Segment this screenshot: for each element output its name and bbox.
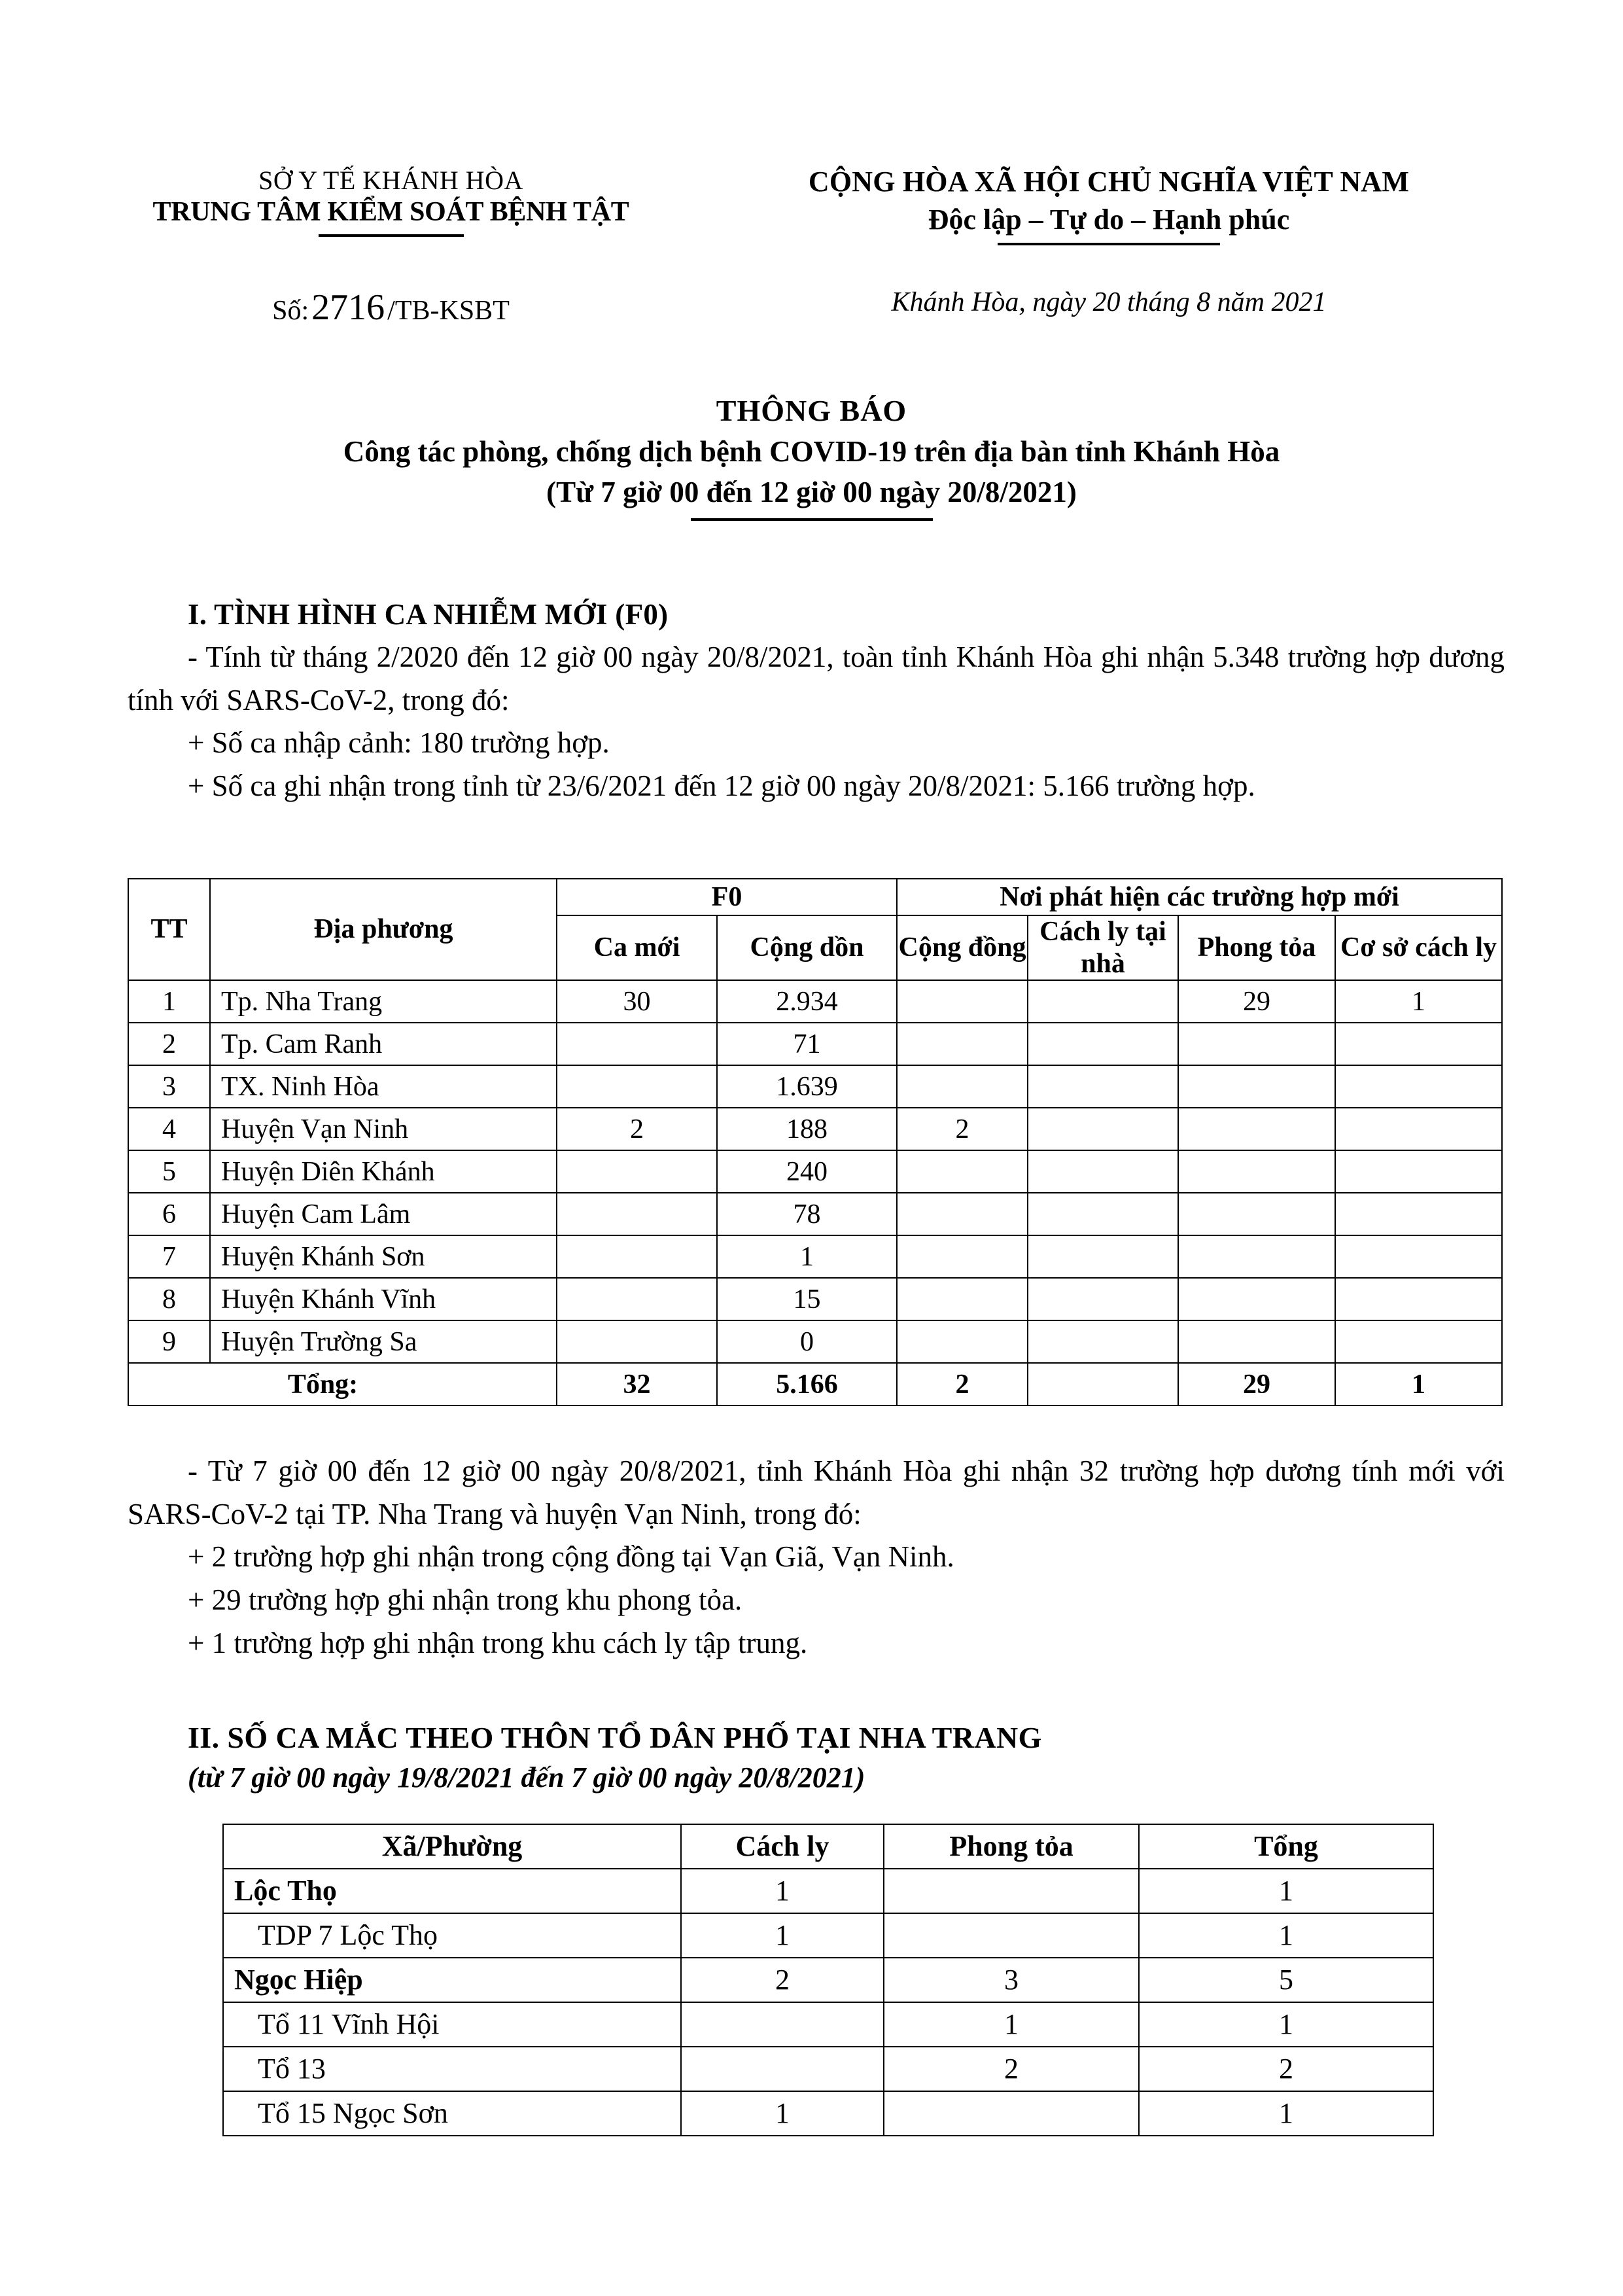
table2-header-row bbox=[223, 1824, 1433, 1869]
cell-community bbox=[897, 1193, 1028, 1235]
title-underline bbox=[691, 518, 933, 521]
table-ward-body bbox=[223, 1869, 1433, 2136]
cell-ward-isolation: 1 bbox=[681, 1869, 884, 1913]
cell-ward-isolation bbox=[681, 2047, 884, 2091]
cell-ward-name: TDP 7 Lộc Thọ bbox=[223, 1913, 681, 1958]
cell-cumulative: 188 bbox=[717, 1108, 897, 1150]
cell-home bbox=[1028, 1235, 1178, 1278]
cell-facility bbox=[1335, 1278, 1502, 1320]
table-f0-by-locality bbox=[128, 878, 1503, 1406]
document-meta bbox=[0, 287, 1623, 328]
document-number-suffix: /TB-KSBT bbox=[387, 296, 510, 326]
cell-total-lockdown: 29 bbox=[1178, 1363, 1335, 1405]
section-1-bullet-entry-cases: + Số ca nhập cảnh: 180 trường hợp. bbox=[188, 726, 610, 760]
cell-lockdown bbox=[1178, 1023, 1335, 1065]
cell-community bbox=[897, 1023, 1028, 1065]
header-cell-lockdown: Phong tỏa bbox=[1178, 915, 1335, 980]
issuing-organization bbox=[0, 165, 723, 245]
section-1-details bbox=[128, 1450, 1505, 1665]
cell-ward-name: Ngọc Hiệp bbox=[223, 1958, 681, 2002]
cell-ward-lockdown bbox=[884, 1913, 1139, 1958]
cell-new bbox=[557, 1193, 717, 1235]
cell-total-cumulative: 5.166 bbox=[717, 1363, 897, 1405]
table-cases-by-ward bbox=[222, 1824, 1434, 2136]
cell-cumulative: 240 bbox=[717, 1150, 897, 1193]
cell-tt: 2 bbox=[128, 1023, 210, 1065]
header-cell-ward: Xã/Phường bbox=[223, 1824, 681, 1869]
section-1-heading: I. TÌNH HÌNH CA NHIỄM MỚI (F0) bbox=[188, 598, 669, 631]
cell-lockdown bbox=[1178, 1065, 1335, 1108]
section-1-bullet-lockdown: + 29 trường hợp ghi nhận trong khu phong tỏa. bbox=[188, 1583, 742, 1617]
cell-ward-name: Tổ 15 Ngọc Sơn bbox=[223, 2091, 681, 2136]
cell-facility bbox=[1335, 1320, 1502, 1363]
cell-new bbox=[557, 1278, 717, 1320]
table-row bbox=[128, 1023, 1502, 1065]
cell-home bbox=[1028, 1108, 1178, 1150]
document-title-block bbox=[0, 391, 1623, 521]
cell-ward-lockdown bbox=[884, 1869, 1139, 1913]
cell-locality: Huyện Khánh Vĩnh bbox=[210, 1278, 557, 1320]
section-1-intro bbox=[128, 594, 1505, 808]
header-cell-cumulative: Cộng dồn bbox=[717, 915, 897, 980]
table-total-row bbox=[128, 1363, 1502, 1405]
section-1-bullet-local-cases: + Số ca ghi nhận trong tỉnh từ 23/6/2021 đến 12 giờ 00 ngày 20/8/2021: 5.166 trường hợp. bbox=[188, 769, 1255, 802]
cell-community bbox=[897, 1065, 1028, 1108]
cell-tt: 6 bbox=[128, 1193, 210, 1235]
cell-home bbox=[1028, 1193, 1178, 1235]
cell-community bbox=[897, 1150, 1028, 1193]
header-cell-isolation: Cách ly bbox=[681, 1824, 884, 1869]
cell-cumulative: 0 bbox=[717, 1320, 897, 1363]
cell-lockdown: 29 bbox=[1178, 980, 1335, 1023]
cell-home bbox=[1028, 1278, 1178, 1320]
cell-ward-total: 2 bbox=[1139, 2047, 1433, 2091]
cell-facility: 1 bbox=[1335, 980, 1502, 1023]
cell-locality: Huyện Diên Khánh bbox=[210, 1150, 557, 1193]
cell-ward-lockdown: 3 bbox=[884, 1958, 1139, 2002]
table-row bbox=[128, 1150, 1502, 1193]
table-row bbox=[128, 1108, 1502, 1150]
cell-cumulative: 15 bbox=[717, 1278, 897, 1320]
cell-new bbox=[557, 1065, 717, 1108]
header-cell-total: Tổng bbox=[1139, 1824, 1433, 1869]
cell-ward-isolation: 2 bbox=[681, 1958, 884, 2002]
section-1-paragraph-1: - Tính từ tháng 2/2020 đến 12 giờ 00 ngày 20/8/2021, toàn tỉnh Khánh Hòa ghi nhận 5.348 trường hợp dương tính với SARS-CoV-2, trong đó: bbox=[128, 640, 1505, 716]
cell-new bbox=[557, 1235, 717, 1278]
cell-home bbox=[1028, 1023, 1178, 1065]
country-name: CỘNG HÒA XÃ HỘI CHỦ NGHĨA VIỆT NAM bbox=[808, 166, 1410, 198]
cell-community bbox=[897, 980, 1028, 1023]
cell-home bbox=[1028, 1150, 1178, 1193]
document-type-title: THÔNG BÁO bbox=[716, 394, 907, 427]
national-heading bbox=[723, 165, 1495, 245]
document-number-value: 2716 bbox=[311, 287, 385, 328]
cell-ward-total: 1 bbox=[1139, 1913, 1433, 1958]
cell-community: 2 bbox=[897, 1108, 1028, 1150]
section-1-bullet-community: + 2 trường hợp ghi nhận trong cộng đồng tại Vạn Giã, Vạn Ninh. bbox=[188, 1540, 954, 1574]
cell-home bbox=[1028, 1320, 1178, 1363]
cell-tt: 4 bbox=[128, 1108, 210, 1150]
cell-tt: 7 bbox=[128, 1235, 210, 1278]
cell-facility bbox=[1335, 1108, 1502, 1150]
table-row bbox=[128, 1235, 1502, 1278]
header-cell-community: Cộng đồng bbox=[897, 915, 1028, 980]
cell-ward-isolation: 1 bbox=[681, 2091, 884, 2136]
place-date-text: Khánh Hòa, ngày 20 tháng 8 năm 2021 bbox=[891, 287, 1327, 317]
section-2-heading: II. SỐ CA MẮC THEO THÔN TỔ DÂN PHỐ TẠI NHA TRANG bbox=[188, 1721, 1042, 1754]
table-row bbox=[223, 2091, 1433, 2136]
cell-new bbox=[557, 1023, 717, 1065]
cell-new: 2 bbox=[557, 1108, 717, 1150]
cell-lockdown bbox=[1178, 1278, 1335, 1320]
cell-ward-isolation: 1 bbox=[681, 1913, 884, 1958]
cell-community bbox=[897, 1235, 1028, 1278]
cell-tt: 1 bbox=[128, 980, 210, 1023]
cell-total-community: 2 bbox=[897, 1363, 1028, 1405]
cell-cumulative: 1.639 bbox=[717, 1065, 897, 1108]
cell-home bbox=[1028, 1065, 1178, 1108]
cell-new: 30 bbox=[557, 980, 717, 1023]
header-cell-home-isolation: Cách ly tại nhà bbox=[1028, 915, 1178, 980]
header-cell-lockdown-2: Phong tỏa bbox=[884, 1824, 1139, 1869]
cell-tt: 5 bbox=[128, 1150, 210, 1193]
section-1-paragraph-2: - Từ 7 giờ 00 đến 12 giờ 00 ngày 20/8/2021, tỉnh Khánh Hòa ghi nhận 32 trường hợp dương tính mới với SARS-CoV-2 tại TP. Nha Trang và huyện Vạn Ninh, trong đó: bbox=[128, 1455, 1505, 1530]
cell-facility bbox=[1335, 1023, 1502, 1065]
organization-name: TRUNG TÂM KIỂM SOÁT BỆNH TẬT bbox=[152, 197, 629, 228]
header-group-detection-place: Nơi phát hiện các trường hợp mới bbox=[897, 879, 1502, 915]
cell-ward-name: Lộc Thọ bbox=[223, 1869, 681, 1913]
cell-ward-name: Tổ 13 bbox=[223, 2047, 681, 2091]
cell-lockdown bbox=[1178, 1235, 1335, 1278]
table-row bbox=[128, 1320, 1502, 1363]
cell-cumulative: 78 bbox=[717, 1193, 897, 1235]
cell-lockdown bbox=[1178, 1193, 1335, 1235]
cell-new bbox=[557, 1320, 717, 1363]
cell-locality: Huyện Khánh Sơn bbox=[210, 1235, 557, 1278]
cell-total-label: Tổng: bbox=[128, 1363, 557, 1405]
table-row bbox=[223, 1869, 1433, 1913]
header-group-f0: F0 bbox=[557, 879, 897, 915]
cell-locality: TX. Ninh Hòa bbox=[210, 1065, 557, 1108]
motto-underline bbox=[998, 243, 1220, 245]
cell-locality: Tp. Nha Trang bbox=[210, 980, 557, 1023]
document-number-label: Số: bbox=[272, 296, 309, 326]
header-cell-new-cases: Ca mới bbox=[557, 915, 717, 980]
cell-cumulative: 71 bbox=[717, 1023, 897, 1065]
table-f0-by-locality-wrapper bbox=[128, 878, 1501, 1406]
cell-ward-total: 1 bbox=[1139, 2002, 1433, 2047]
cell-cumulative: 2.934 bbox=[717, 980, 897, 1023]
table-row bbox=[128, 1065, 1502, 1108]
cell-community bbox=[897, 1278, 1028, 1320]
table-row bbox=[223, 1958, 1433, 2002]
cell-ward-total: 1 bbox=[1139, 1869, 1433, 1913]
cell-tt: 3 bbox=[128, 1065, 210, 1108]
table-header-row-top bbox=[128, 879, 1502, 915]
table-row bbox=[223, 2002, 1433, 2047]
cell-total-new: 32 bbox=[557, 1363, 717, 1405]
document-header bbox=[0, 165, 1623, 245]
table-f0-body bbox=[128, 980, 1502, 1405]
table-row bbox=[223, 1913, 1433, 1958]
cell-ward-isolation bbox=[681, 2002, 884, 2047]
section-2-subtitle: (từ 7 giờ 00 ngày 19/8/2021 đến 7 giờ 00 ngày 20/8/2021) bbox=[188, 1761, 865, 1793]
document-place-date bbox=[723, 287, 1495, 328]
organization-underline bbox=[319, 234, 464, 237]
cell-locality: Huyện Vạn Ninh bbox=[210, 1108, 557, 1150]
section-1-bullet-facility: + 1 trường hợp ghi nhận trong khu cách ly tập trung. bbox=[188, 1626, 808, 1659]
cell-ward-lockdown bbox=[884, 2091, 1139, 2136]
table-row bbox=[223, 2047, 1433, 2091]
table-row bbox=[128, 1193, 1502, 1235]
cell-facility bbox=[1335, 1150, 1502, 1193]
cell-facility bbox=[1335, 1193, 1502, 1235]
cell-tt: 8 bbox=[128, 1278, 210, 1320]
table-row bbox=[128, 980, 1502, 1023]
cell-total-facility: 1 bbox=[1335, 1363, 1502, 1405]
document-number-line bbox=[0, 287, 723, 328]
cell-community bbox=[897, 1320, 1028, 1363]
cell-ward-name: Tổ 11 Vĩnh Hội bbox=[223, 2002, 681, 2047]
cell-ward-lockdown: 2 bbox=[884, 2047, 1139, 2091]
cell-tt: 9 bbox=[128, 1320, 210, 1363]
table-row bbox=[128, 1278, 1502, 1320]
cell-cumulative: 1 bbox=[717, 1235, 897, 1278]
cell-lockdown bbox=[1178, 1150, 1335, 1193]
header-cell-locality: Địa phương bbox=[210, 879, 557, 980]
table-cases-by-ward-wrapper bbox=[222, 1824, 1433, 2136]
cell-home bbox=[1028, 980, 1178, 1023]
cell-lockdown bbox=[1178, 1320, 1335, 1363]
document-subject: Công tác phòng, chống dịch bệnh COVID-19 trên địa bàn tỉnh Khánh Hòa bbox=[343, 434, 1280, 468]
cell-new bbox=[557, 1150, 717, 1193]
cell-ward-lockdown: 1 bbox=[884, 2002, 1139, 2047]
cell-ward-total: 1 bbox=[1139, 2091, 1433, 2136]
cell-locality: Huyện Trường Sa bbox=[210, 1320, 557, 1363]
document-period: (Từ 7 giờ 00 đến 12 giờ 00 ngày 20/8/2021) bbox=[546, 475, 1077, 508]
header-cell-isolation-facility: Cơ sở cách ly bbox=[1335, 915, 1502, 980]
section-2-block bbox=[128, 1718, 1505, 1797]
cell-ward-total: 5 bbox=[1139, 1958, 1433, 2002]
cell-facility bbox=[1335, 1065, 1502, 1108]
cell-total-home bbox=[1028, 1363, 1178, 1405]
header-cell-tt: TT bbox=[128, 879, 210, 980]
cell-lockdown bbox=[1178, 1108, 1335, 1150]
cell-facility bbox=[1335, 1235, 1502, 1278]
national-motto: Độc lập – Tự do – Hạnh phúc bbox=[928, 203, 1290, 236]
cell-locality: Tp. Cam Ranh bbox=[210, 1023, 557, 1065]
cell-locality: Huyện Cam Lâm bbox=[210, 1193, 557, 1235]
organization-parent-name: SỞ Y TẾ KHÁNH HÒA bbox=[258, 166, 523, 195]
